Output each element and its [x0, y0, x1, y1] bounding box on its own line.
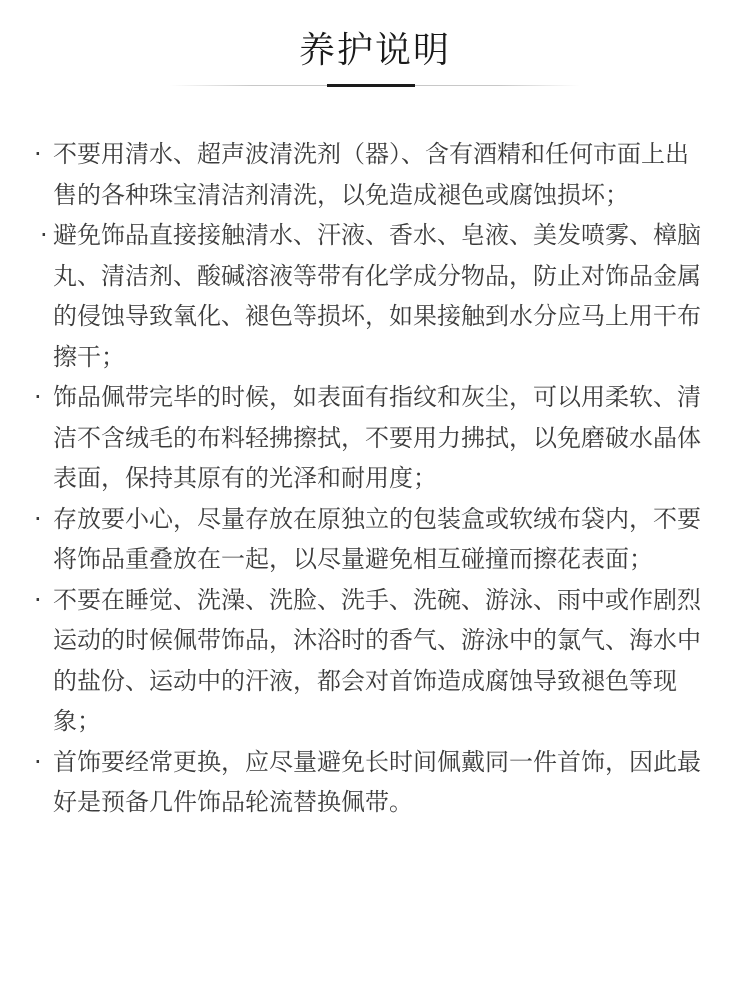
bullet-dot: ·: [34, 140, 42, 168]
bullet-dot: ·: [34, 585, 42, 614]
care-item-text: 避免饰品直接接触清水、汗液、香水、皂液、美发喷雾、樟脑丸、清洁剂、酸碱溶液等带有化学成分物品，防止对饰品金属的侵蚀导致氧化、褪色等损坏，如果接触到水分应马上用干布擦干；: [53, 221, 701, 371]
care-item-6: [0, 742, 750, 823]
care-item-1: [0, 134, 750, 215]
page-title: 养护说明: [298, 30, 451, 71]
care-item-5: [0, 580, 750, 742]
bullet-dot: ·: [40, 221, 48, 249]
care-item-3: [0, 377, 750, 499]
title-accent-bar: [327, 84, 415, 87]
care-item-text: 不要用清水、超声波清洗剂（器）、含有酒精和任何市面上出售的各种珠宝清洁剂清洗，以免造成褪色或腐蚀损坏；: [53, 140, 689, 209]
bullet-dot: ·: [34, 747, 42, 776]
bullet-dot: ·: [34, 504, 42, 533]
care-instructions-list: [0, 134, 750, 823]
care-item-text: 不要在睡觉、洗澡、洗脸、洗手、洗碗、游泳、雨中或作剧烈运动的时候佩带饰品，沐浴时的香气、游泳中的氯气、海水中的盐份、运动中的汗液，都会对首饰造成腐蚀导致褪色等现象；: [53, 585, 701, 735]
care-item-2: [0, 215, 750, 377]
care-item-4: [0, 499, 750, 580]
bullet-dot: ·: [34, 383, 42, 411]
care-item-text: 首饰要经常更换，应尽量避免长时间佩戴同一件首饰，因此最好是预备几件饰品轮流替换佩带。: [53, 747, 701, 816]
page-header: [0, 0, 750, 100]
care-item-text: 饰品佩带完毕的时候，如表面有指纹和灰尘，可以用柔软、清洁不含绒毛的布料轻拂擦拭，不要用力拂拭，以免磨破水晶体表面，保持其原有的光泽和耐用度；: [53, 383, 701, 492]
care-item-text: 存放要小心，尽量存放在原独立的包装盒或软绒布袋内，不要将饰品重叠放在一起，以尽量避免相互碰撞而擦花表面；: [53, 504, 701, 573]
